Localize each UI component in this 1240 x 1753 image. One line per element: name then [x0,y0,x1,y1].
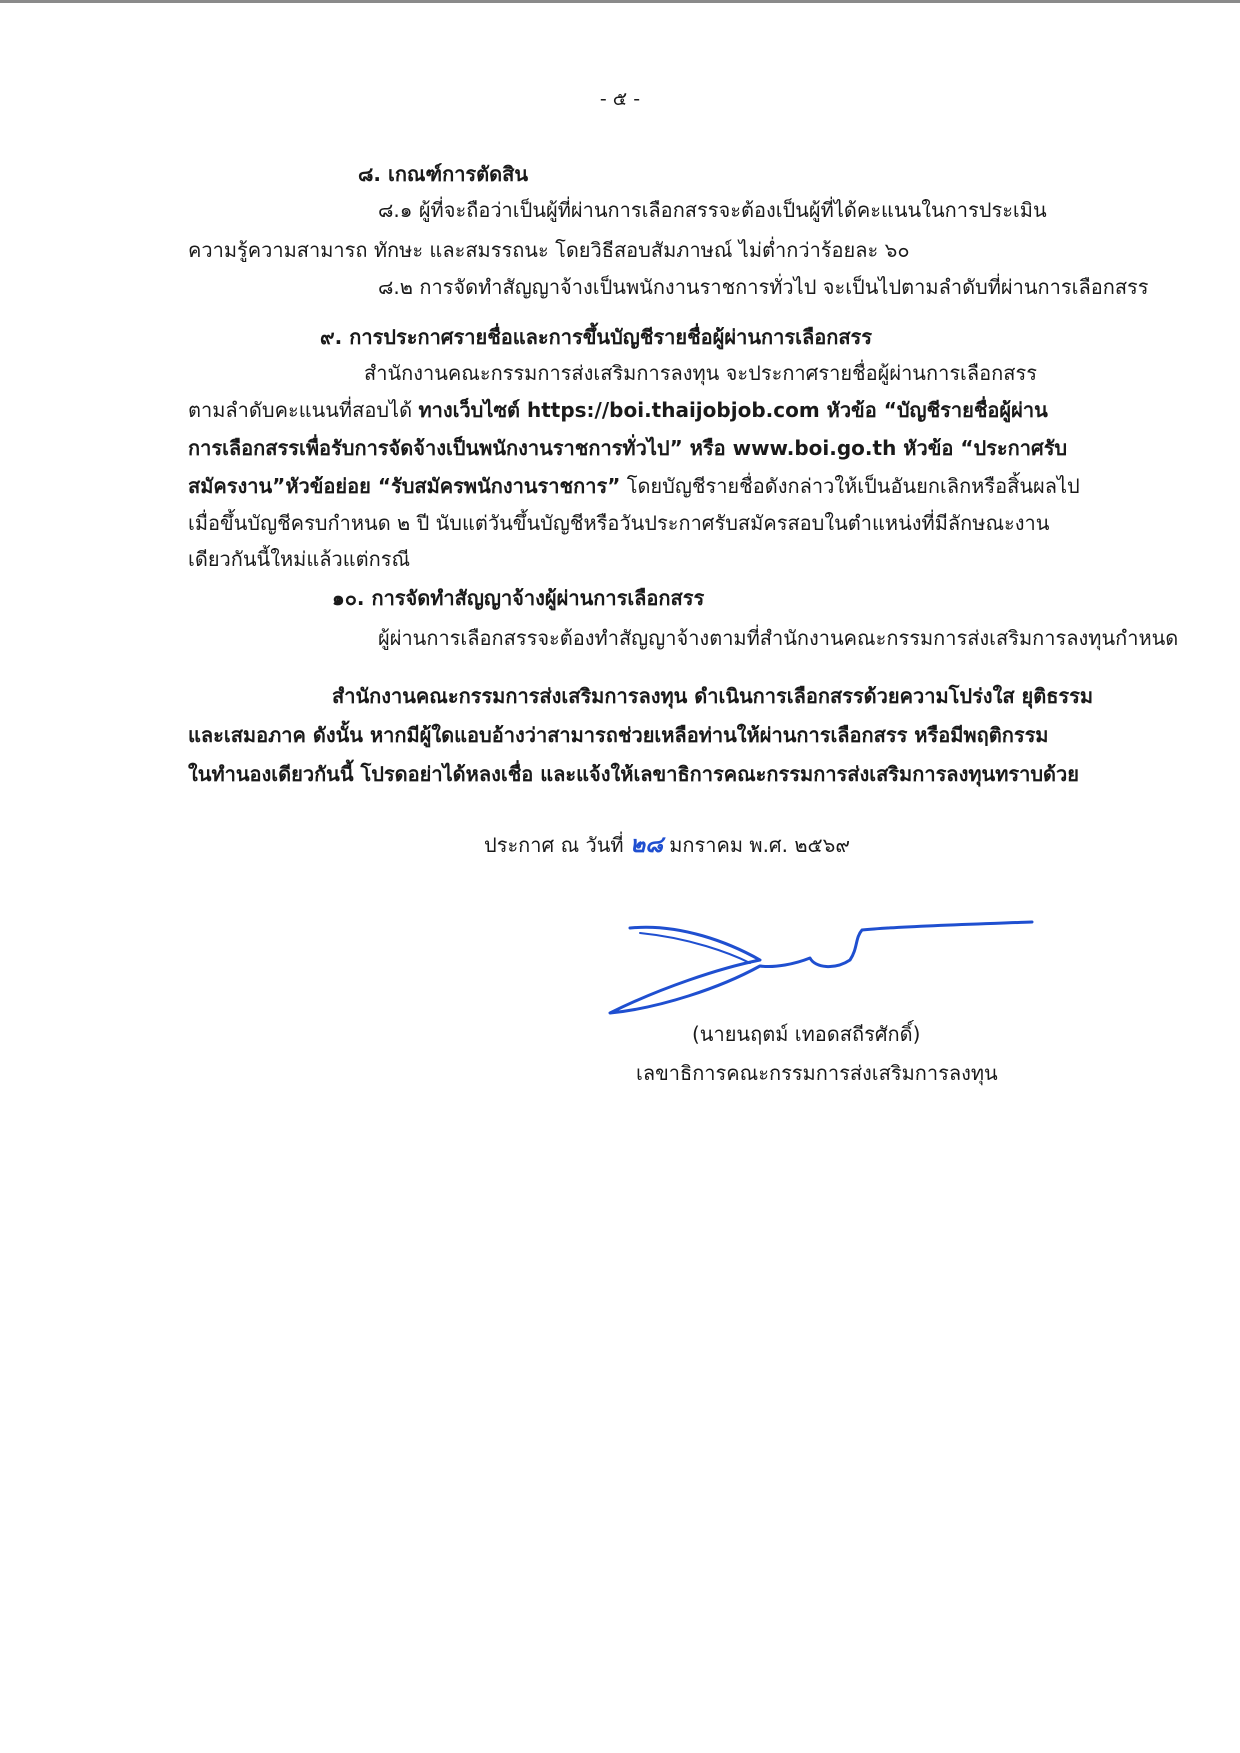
page-number: - ๕ - [599,88,641,110]
announcement-month-year: มกราคม พ.ศ. ๒๕๖๙ [669,833,851,857]
section-8-item-1-line-2: ความรู้ความสามารถ ทักษะ และสมรรถนะ โดยวิธีสอบสัมภาษณ์ ไม่ต่ำกว่าร้อยละ ๖๐ [188,238,910,262]
announcement-date [484,829,850,861]
section-8-item-2: ๘.๒ การจัดทำสัญญาจ้างเป็นพนักงานราชการทั่วไป จะเป็นไปตามลำดับที่ผ่านการเลือกสรร [378,275,1149,299]
announcement-prefix: ประกาศ ณ วันที่ [484,833,624,857]
notice-line-2: และเสมอภาค ดังนั้น หากมีผู้ใดแอบอ้างว่าสามารถช่วยเหลือท่านให้ผ่านการเลือกสรร หรือมีพฤติกรรม [188,723,1049,747]
section-9-line-5: เมื่อขึ้นบัญชีครบกำหนด ๒ ปี นับแต่วันขึ้นบัญชีหรือวันประกาศรับสมัครสอบในตำแหน่งที่มีลักษณะงาน [188,511,1050,535]
section-10-heading: ๑๐. การจัดทำสัญญาจ้างผู้ผ่านการเลือกสรร [332,586,705,610]
section-9-line-2-text: ตามลำดับคะแนนที่สอบได้ [188,398,413,422]
section-8-item-1-line-1 [378,194,1128,226]
section-8-heading: ๘. เกณฑ์การตัดสิน [358,162,529,186]
signatory-name: (นายนฤตม์ เทอดสถีรศักดิ์) [692,1022,921,1046]
notice-line-1: สำนักงานคณะกรรมการส่งเสริมการลงทุน ดำเนินการเลือกสรรด้วยความโปร่งใส ยุติธรรม [332,684,1094,708]
section-10-line-1: ผู้ผ่านการเลือกสรรจะต้องทำสัญญาจ้างตามที่สำนักงานคณะกรรมการส่งเสริมการลงทุนกำหนด [378,626,1179,650]
section-8-item-1-line-1-text: ๘.๑ ผู้ที่จะถือว่าเป็นผู้ที่ผ่านการเลือกสรรจะต้องเป็นผู้ที่ได้คะแนนในการประเมิน [378,198,1047,222]
section-9-line-4 [188,470,1080,502]
section-9-line-3: การเลือกสรรเพื่อรับการจัดจ้างเป็นพนักงานราชการทั่วไป” หรือ www.boi.go.th หัวข้อ “ประกาศรับ [188,436,1068,460]
section-9-line-2 [188,394,1048,426]
page-top-border [0,0,1240,3]
notice-line-3: ในทำนองเดียวกันนี้ โปรดอย่าได้หลงเชื่อ และแจ้งให้เลขาธิการคณะกรรมการส่งเสริมการลงทุนทราบด้วย [188,762,1079,786]
section-9-line-1: สำนักงานคณะกรรมการส่งเสริมการลงทุน จะประกาศรายชื่อผู้ผ่านการเลือกสรร [364,361,1037,385]
section-9-line-4-bold: สมัครงาน”หัวข้อย่อย “รับสมัครพนักงานราชการ” [188,474,621,498]
section-9-heading: ๙. การประกาศรายชื่อและการขึ้นบัญชีรายชื่อผู้ผ่านการเลือกสรร [320,325,873,349]
section-9-line-6: เดียวกันนี้ใหม่แล้วแต่กรณี [188,547,411,571]
section-9-line-4-text: โดยบัญชีรายชื่อดังกล่าวให้เป็นอันยกเลิกหรือสิ้นผลไป [626,474,1080,498]
website-link-text: ทางเว็บไซต์ https://boi.thaijobjob.com หัวข้อ “บัญชีรายชื่อผู้ผ่าน [418,398,1048,422]
handwritten-signature [600,908,1040,1018]
signatory-position: เลขาธิการคณะกรรมการส่งเสริมการลงทุน [636,1061,998,1085]
handwritten-day: ๒๘ [629,832,663,858]
